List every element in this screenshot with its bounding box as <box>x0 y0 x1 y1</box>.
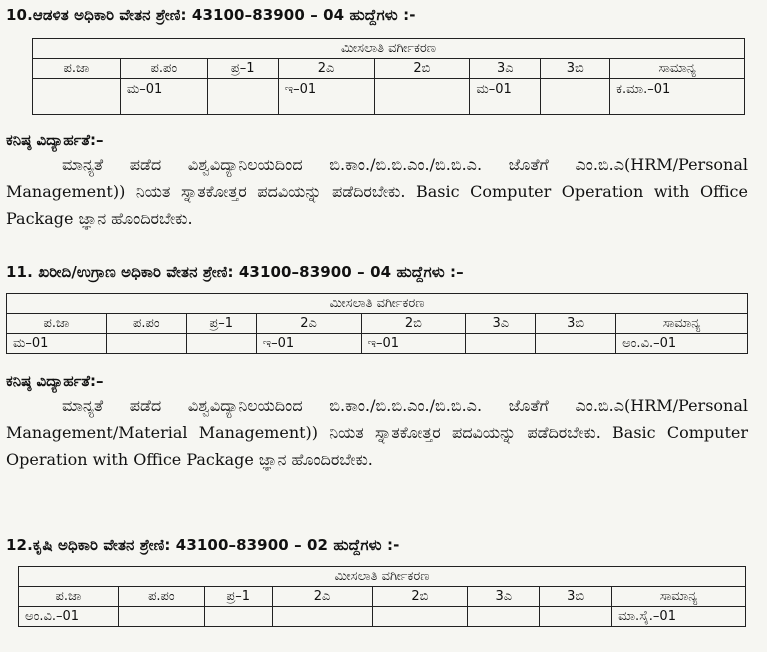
table-cell: ಮಾ.ಸೈ.–01 <box>612 607 746 627</box>
table-cell: ಇ–01 <box>256 334 361 354</box>
table-cell <box>204 607 272 627</box>
column-header: 2ಎ <box>256 314 361 334</box>
column-header: 3ಎ <box>468 587 540 607</box>
table-cell: ಮ–01 <box>7 334 107 354</box>
column-header: 2ಬಿ <box>372 587 468 607</box>
qualification-text: ಮಾನ್ಯತೆ ಪಡೆದ ವಿಶ್ವವಿದ್ಯಾನಿಲಯದಿಂದ ಬಿ.ಕಾಂ./ಬಿ.ಬಿ.ಎಂ./ಬಿ.ಬಿ.ಎ. ಜೊತೆಗೆ ಎಂ.ಬಿ.ಎ(HRM/Personal Management/Material Management)) ನಿಯತ ಸ್ನಾತಕೋತ್ತರ ಪದವಿಯನ್ನು ಪಡೆದಿರಬೇಕು. Basic Computer Operation with Office Package ಜ್ಞಾನ ಹೊಂದಿರಬೇಕು. <box>6 396 748 469</box>
section-heading: 10.ಆಡಳಿತ ಅಧಿಕಾರಿ ವೇತನ ಶ್ರೇಣಿ: 43100–83900 – 04 ಹುದ್ದೆಗಳು :- <box>6 6 416 24</box>
column-header: ಪ.ಜಾ <box>7 314 107 334</box>
table-cell <box>540 607 612 627</box>
table-cell <box>33 79 121 115</box>
table-cell <box>207 79 278 115</box>
table-cell <box>186 334 256 354</box>
table-cell <box>106 334 186 354</box>
qualification-text: ಮಾನ್ಯತೆ ಪಡೆದ ವಿಶ್ವವಿದ್ಯಾನಿಲಯದಿಂದ ಬಿ.ಕಾಂ./ಬಿ.ಬಿ.ಎಂ./ಬಿ.ಬಿ.ಎ. ಜೊತೆಗೆ ಎಂ.ಬಿ.ಎ(HRM/Personal Management)) ನಿಯತ ಸ್ನಾತಕೋತ್ತರ ಪದವಿಯನ್ನು ಪಡೆದಿರಬೇಕು. Basic Computer Operation with Office Package ಜ್ಞಾನ ಹೊಂದಿರಬೇಕು. <box>6 155 748 228</box>
column-header: ಸಾಮಾನ್ಯ <box>616 314 748 334</box>
table-title: ಮೀಸಲಾತಿ ವರ್ಗೀಕರಣ <box>7 294 748 314</box>
column-header: 2ಎ <box>278 59 374 79</box>
column-header: 2ಬಿ <box>361 314 466 334</box>
column-header: ಪ.ಜಾ <box>33 59 121 79</box>
table-cell: ಅಂ.ವಿ.–01 <box>19 607 119 627</box>
section-heading: 12.ಕೃಷಿ ಅಧಿಕಾರಿ ವೇತನ ಶ್ರೇಣಿ: 43100–83900 – 02 ಹುದ್ದೆಗಳು :- <box>6 536 400 554</box>
column-header: ಸಾಮಾನ್ಯ <box>610 59 745 79</box>
column-header: ಪ್ರ–1 <box>204 587 272 607</box>
column-header: ಪ್ರ–1 <box>207 59 278 79</box>
table-cell <box>541 79 610 115</box>
reservation-table <box>18 566 746 627</box>
column-header: ಪ್ರ–1 <box>186 314 256 334</box>
column-header: ಪ.ಪಂ <box>120 59 207 79</box>
column-header: ಪ.ಪಂ <box>106 314 186 334</box>
column-header: ಪ.ಪಂ <box>118 587 204 607</box>
table-cell <box>466 334 536 354</box>
table-cell: ಮ–01 <box>120 79 207 115</box>
reservation-table <box>32 38 745 115</box>
table-cell <box>272 607 372 627</box>
table-cell: ಇ–01 <box>361 334 466 354</box>
reservation-table <box>6 293 748 354</box>
table-cell: ಮ–01 <box>470 79 541 115</box>
column-header: 3ಎ <box>466 314 536 334</box>
column-header: 3ಎ <box>470 59 541 79</box>
table-cell <box>118 607 204 627</box>
column-header: ಸಾಮಾನ್ಯ <box>612 587 746 607</box>
column-header: 2ಬಿ <box>374 59 470 79</box>
table-cell: ಅಂ.ವಿ.–01 <box>616 334 748 354</box>
table-cell <box>468 607 540 627</box>
table-cell: ಕ.ಮಾ.–01 <box>610 79 745 115</box>
table-title: ಮೀಸಲಾತಿ ವರ್ಗೀಕರಣ <box>19 567 746 587</box>
table-cell: ಇ–01 <box>278 79 374 115</box>
qualification-heading: ಕನಿಷ್ಠ ವಿದ್ಯಾರ್ಹತೆ:– <box>6 372 104 390</box>
column-header: 2ಎ <box>272 587 372 607</box>
section-heading: 11. ಖರೀದಿ/ಉಗ್ರಾಣ ಅಧಿಕಾರಿ ವೇತನ ಶ್ರೇಣಿ: 43100–83900 – 04 ಹುದ್ದೆಗಳು :– <box>6 263 464 281</box>
column-header: 3ಬಿ <box>541 59 610 79</box>
table-cell <box>536 334 616 354</box>
column-header: 3ಬಿ <box>536 314 616 334</box>
table-cell <box>372 607 468 627</box>
column-header: ಪ.ಜಾ <box>19 587 119 607</box>
column-header: 3ಬಿ <box>540 587 612 607</box>
qualification-heading: ಕನಿಷ್ಠ ವಿದ್ಯಾರ್ಹತೆ:– <box>6 131 104 149</box>
table-title: ಮೀಸಲಾತಿ ವರ್ಗೀಕರಣ <box>33 39 745 59</box>
table-cell <box>374 79 470 115</box>
